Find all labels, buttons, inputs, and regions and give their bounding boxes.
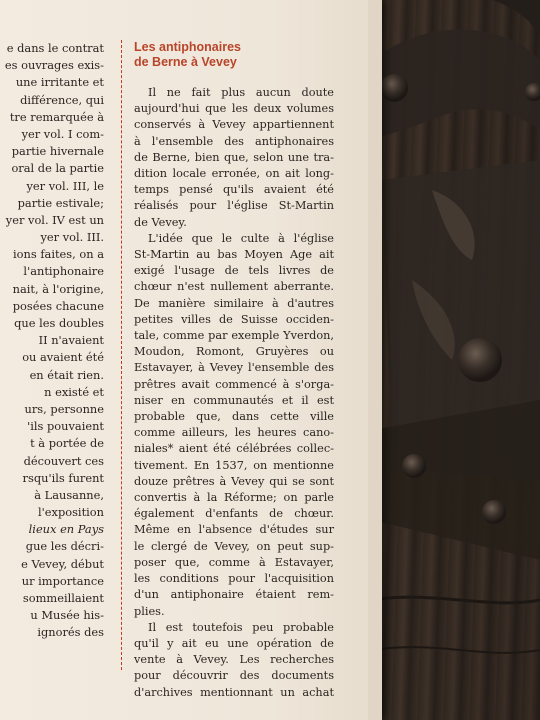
text-line: ur importance: [21, 573, 104, 588]
text-line: urs, personne: [24, 401, 104, 416]
text-line: d'un antiphonaire étaient rem-: [134, 588, 334, 602]
text-line: conservés à Vevey appartiennent: [134, 118, 334, 132]
text-line: de Vevey.: [134, 215, 187, 229]
text-line: convertis à la Réforme; on parle: [134, 491, 334, 505]
text-line: e dans le contrat: [6, 41, 104, 55]
article-heading: [134, 40, 334, 69]
paragraph-1: [134, 85, 334, 231]
heading-line: Les antiphonaires: [134, 40, 241, 54]
text-line: découvert ces: [23, 453, 104, 468]
left-text-column: [0, 40, 104, 642]
text-line: St-Martin au bas Moyen Age ait: [134, 248, 334, 262]
paragraph-3: [134, 620, 334, 701]
text-line: sommeillaient: [22, 591, 104, 605]
text-line: prêtres avait commencé à s'orga-: [134, 377, 334, 391]
text-line: u Musée his-: [30, 608, 104, 623]
text-line: en était rien.: [29, 367, 104, 382]
text-line: oral de la partie: [11, 161, 104, 176]
text-line: yer vol. I com-: [21, 126, 104, 141]
text-line: yer vol. III, le: [26, 178, 104, 193]
text-line: probable que, dans cette ville: [134, 410, 334, 424]
text-line: d'archives mentionnant un achat: [134, 685, 334, 699]
text-line: nait, à l'origine,: [12, 281, 104, 296]
text-line: une irritante et: [15, 75, 104, 90]
text-line: l'antiphonaire: [23, 264, 104, 279]
text-line: vente à Vevey. Les recherches: [134, 653, 334, 667]
text-line: ou avaient été: [22, 350, 104, 365]
text-line: temps pensé qu'ils avaient été: [134, 183, 334, 197]
text-line: Moudon, Romont, Gruyères ou: [134, 345, 334, 359]
text-line: rsqu'ils furent: [22, 470, 104, 485]
text-line: L'idée que le culte à l'église: [148, 231, 334, 245]
column-divider: [121, 40, 122, 670]
text-line: aujourd'hui que les deux volumes: [134, 102, 334, 116]
text-line: Il ne fait plus aucun doute: [148, 86, 334, 99]
text-line: de Berne, bien que, selon une tra-: [134, 150, 334, 164]
text-line: niales* aient été célébrées collec-: [134, 442, 334, 456]
text-line: n existé et: [44, 384, 104, 399]
text-line: Même en l'absence d'études sur: [134, 523, 334, 537]
text-line: plies.: [134, 604, 165, 618]
text-line: le clergé de Vevey, on peut sup-: [134, 539, 334, 553]
text-line: ions faites, on a: [13, 247, 104, 262]
text-line: niser en communautés et il est: [134, 393, 334, 407]
text-line: Il est toutefois peu probable: [148, 620, 334, 634]
text-line: que les doubles: [14, 316, 104, 330]
text-line: également d'enfants de chœur.: [134, 507, 334, 521]
text-line: pour découvrir des documents: [134, 669, 334, 683]
text-line: partie estivale;: [17, 195, 104, 210]
paragraph-2: [134, 231, 334, 620]
text-line: l'exposition: [38, 505, 104, 520]
text-line: les conditions pour l'acquisition: [134, 572, 334, 586]
text-line: tre remarquée à: [9, 109, 104, 124]
text-line: es ouvrages exis-: [4, 58, 104, 73]
text-line: posées chacune: [12, 298, 104, 313]
text-line: comme ailleurs, les heures cano-: [134, 426, 334, 440]
text-line: De manière similaire à d'autres: [134, 296, 334, 310]
text-line: 'ils pouvaient: [27, 419, 104, 434]
text-line: tale, comme par exemple Yverdon,: [134, 329, 334, 343]
iron-hinge: [372, 0, 540, 720]
text-line: exigé l'usage de tels livres de: [134, 264, 334, 278]
text-line: réalisés pour l'église St-Martin: [134, 199, 334, 213]
text-line: ignorés des: [37, 625, 104, 640]
text-line: e Vevey, début: [21, 556, 104, 571]
page-edge: [368, 0, 382, 720]
text-line-italic: lieux en Pays: [28, 522, 104, 537]
text-line: petites villes de Suisse occiden-: [134, 312, 334, 326]
text-line: douze prêtres à Vevey qui se sont: [134, 474, 334, 488]
text-line: différence, qui: [20, 92, 104, 107]
text-line: dition locale erronée, on ait long-: [134, 167, 334, 181]
heading-line: de Berne à Vevey: [134, 54, 237, 69]
text-line: II n'avaient: [38, 333, 104, 348]
text-line: poser que, comme à Estavayer,: [134, 555, 334, 569]
text-line: t à portée de: [30, 436, 104, 451]
text-line: qu'il y ait eu une opération de: [134, 636, 334, 650]
text-line: à l'ensemble des antiphonaires: [134, 134, 334, 148]
text-line: partie hivernale: [11, 144, 104, 159]
text-line: Estavayer, à Vevey l'ensemble des: [134, 361, 334, 375]
text-line: à Lausanne,: [34, 487, 104, 502]
text-line: chœur n'est nullement aberrante.: [134, 280, 334, 294]
text-line: yer vol. III.: [40, 230, 104, 245]
text-line: gue les décri-: [25, 539, 104, 554]
text-line: tivement. En 1537, on mentionne: [134, 458, 334, 472]
article-column: [134, 40, 334, 701]
text-line: yer vol. IV est un: [5, 212, 104, 227]
